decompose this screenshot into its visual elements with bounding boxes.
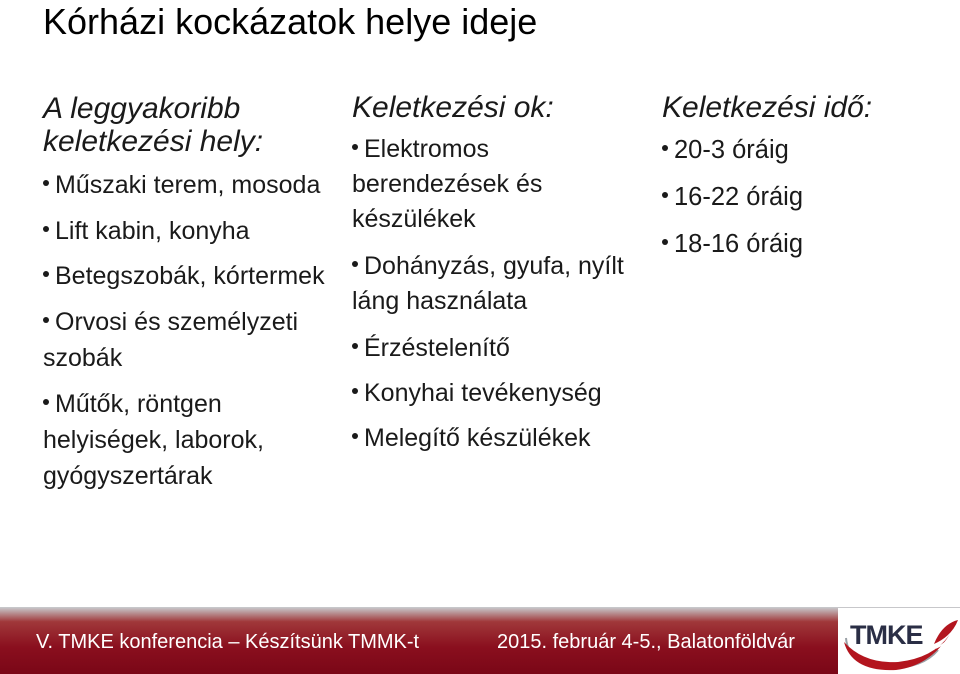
bullet-icon bbox=[662, 192, 668, 198]
column-time-heading: Keletkezési idő: bbox=[662, 91, 873, 124]
list-item-text: 16-22 óráig bbox=[674, 183, 804, 211]
list-item-text: Betegszobák, kórtermek bbox=[55, 262, 325, 290]
list-item-text: 18-16 óráig bbox=[674, 230, 804, 258]
column-cause bbox=[352, 92, 652, 466]
list-item-text: Lift kabin, konyha bbox=[55, 217, 250, 245]
bullet-icon bbox=[352, 388, 358, 394]
list-item-text: Műtők, röntgen helyiségek, laborok, gyógyszertárak bbox=[43, 390, 264, 490]
column-location-heading-suffix: : bbox=[254, 125, 264, 158]
bullet-icon bbox=[43, 271, 49, 277]
column-location-heading bbox=[43, 92, 343, 158]
list-item bbox=[352, 421, 652, 456]
cause-list bbox=[352, 132, 652, 456]
bullet-icon bbox=[43, 399, 49, 405]
list-item bbox=[662, 132, 958, 168]
column-location bbox=[43, 92, 343, 504]
list-item bbox=[352, 132, 652, 237]
location-list bbox=[43, 167, 343, 494]
bullet-icon bbox=[352, 261, 358, 267]
list-item-text: 20-3 óráig bbox=[674, 136, 789, 164]
time-list bbox=[662, 132, 958, 262]
list-item-text: Melegítő készülékek bbox=[364, 424, 591, 452]
bullet-icon bbox=[662, 145, 668, 151]
list-item bbox=[43, 167, 343, 203]
bullet-icon bbox=[43, 317, 49, 323]
list-item bbox=[662, 179, 958, 215]
list-item-text: Műszaki terem, mosoda bbox=[55, 171, 321, 199]
column-cause-heading: Keletkezési ok: bbox=[352, 91, 554, 124]
tmke-logo bbox=[838, 608, 960, 674]
bullet-icon bbox=[43, 180, 49, 186]
list-item bbox=[43, 213, 343, 249]
list-item-text: Érzéstelenítő bbox=[364, 334, 510, 362]
list-item-text: Orvosi és személyzeti szobák bbox=[43, 308, 299, 372]
bullet-icon bbox=[662, 239, 668, 245]
column-location-heading-text: A leggyakoribb keletkezési hely bbox=[43, 92, 255, 158]
list-item bbox=[352, 376, 652, 411]
list-item bbox=[43, 258, 343, 294]
list-item-text: Elektromos berendezések és készülékek bbox=[352, 135, 543, 233]
footer-conference-name: V. TMKE konferencia – Készítsünk TMMK-t bbox=[36, 631, 420, 653]
list-item-text: Konyhai tevékenység bbox=[364, 379, 602, 407]
footer-date-location: 2015. február 4-5., Balatonföldvár bbox=[497, 631, 795, 653]
bullet-icon bbox=[43, 226, 49, 232]
tmke-logo-text: TMKE bbox=[850, 620, 923, 650]
list-item bbox=[43, 304, 343, 376]
bullet-icon bbox=[352, 144, 358, 150]
list-item bbox=[662, 226, 958, 262]
bullet-icon bbox=[352, 343, 358, 349]
slide-title: Kórházi kockázatok helye ideje bbox=[43, 1, 538, 42]
list-item bbox=[352, 331, 652, 366]
list-item bbox=[43, 386, 343, 494]
column-time bbox=[662, 92, 958, 273]
list-item bbox=[352, 249, 652, 319]
list-item-text: Dohányzás, gyufa, nyílt láng használata bbox=[352, 252, 624, 315]
bullet-icon bbox=[352, 433, 358, 439]
